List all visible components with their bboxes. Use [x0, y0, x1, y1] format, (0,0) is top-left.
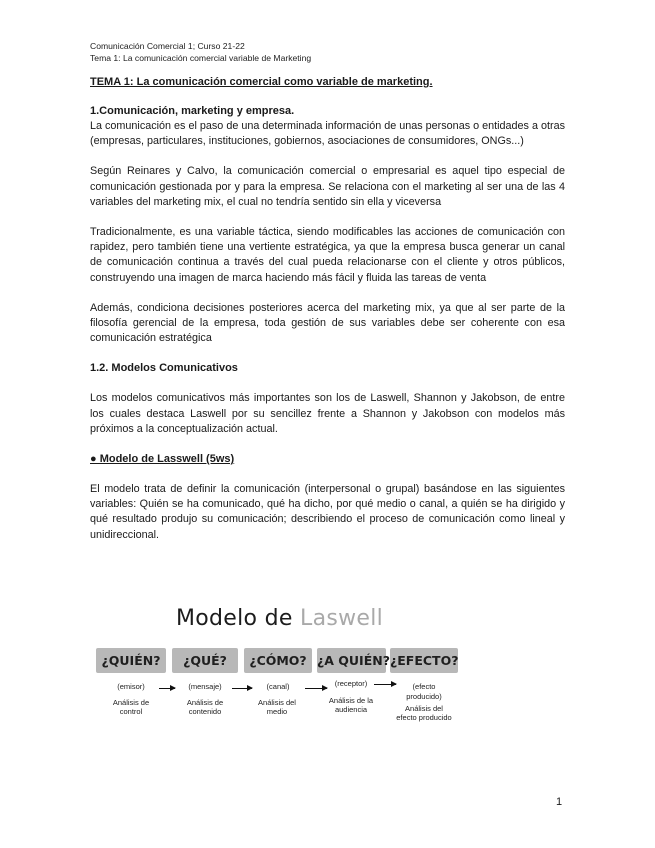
question-who: ¿QUIÉN?: [96, 648, 166, 673]
analysis-audience: Análisis de la audiencia: [328, 696, 374, 714]
paragraph-6: El modelo trata de definir la comunicación (interpersonal o grupal) basándose en las siguientes variables: Quién se ha comunicado, qué ha dicho, por qué medio o canal, a quién se ha dirigido y qué resultado produjo su comunicación; describiendo el proceso de comunicación como lineal y unidireccional.: [90, 483, 565, 541]
lasswell-heading: ● Modelo de Lasswell (5ws): [90, 453, 235, 466]
paragraph-5: Los modelos comunicativos más importantes son los de Laswell, Shannon y Jakobson, de entre los cuales destaca Laswell por su sencillez frente a Shannon y Jakobson con modelos más próximos a la conceptualización actual.: [90, 392, 565, 435]
role-effect: (efecto producido): [406, 682, 442, 701]
question-effect: ¿EFECTO?: [390, 648, 458, 673]
paragraph-2: Según Reinares y Calvo, la comunicación comercial o empresarial es aquel tipo especial de comunicación gestionada por y para la empresa. Se relaciona con el marketing al ser una de las 4 variables del marketing mix, el cual no tendría sentido sin ella y viceversa: [90, 165, 565, 208]
paragraph-1: La comunicación es el paso de una determinada información de unas personas o entidades a otras (empresas, particulares, instituciones, gobiernos, asociaciones de consumidores, ONGs...): [90, 120, 565, 148]
paragraph-4: Además, condiciona decisiones posteriores acerca del marketing mix, ya que al ser parte de la filosofía gerencial de la empresa, toda gestión de sus variables debe ser coherente con esa comunicación estratégica: [90, 301, 565, 345]
section-heading-1: 1.Comunicación, marketing y empresa.: [90, 105, 295, 117]
question-to-whom: ¿A QUIÉN?: [317, 648, 386, 673]
question-how: ¿CÓMO?: [244, 648, 312, 673]
lasswell-diagram: [96, 600, 466, 750]
role-message: (mensaje): [188, 682, 222, 691]
arrow-2: [232, 688, 252, 689]
analysis-control: Análisis de control: [112, 698, 150, 716]
arrow-1: [159, 688, 175, 689]
header-course: Comunicación Comercial 1; Curso 21-22: [90, 41, 245, 51]
analysis-medium: Análisis del medio: [258, 698, 296, 716]
question-what: ¿QUÉ?: [172, 648, 238, 673]
analysis-effect: Análisis del efecto producido: [396, 704, 452, 722]
analysis-content: Análisis de contenido: [186, 698, 224, 716]
arrow-3: [305, 688, 327, 689]
header-topic: Tema 1: La comunicación comercial variable de Marketing: [90, 53, 312, 63]
paragraph-3: Tradicionalmente, es una variable táctica, siendo modificables las acciones de comunicación con rapidez, pero también tiene una vertiente estratégica, ya que la empresa busca generar un canal de comunicación continua a través del cual pueda relacionarse con el cliente y otros públicos, construyendo una imagen de marca haciendo más fácil y fluida las tareas de venta: [90, 226, 565, 284]
diagram-title-light: Laswell: [300, 606, 384, 631]
document-body: [90, 75, 565, 558]
role-sender: (emisor): [117, 682, 145, 691]
section-heading-2: 1.2. Modelos Comunicativos: [90, 362, 238, 375]
diagram-title: [176, 606, 383, 631]
diagram-title-dark: Modelo de: [176, 606, 293, 631]
role-receiver: (receptor): [334, 679, 368, 688]
role-channel: (canal): [266, 682, 290, 691]
document-title: TEMA 1: La comunicación comercial como variable de marketing.: [90, 76, 433, 88]
page-number: 1: [556, 796, 563, 808]
arrow-4: [374, 684, 396, 685]
